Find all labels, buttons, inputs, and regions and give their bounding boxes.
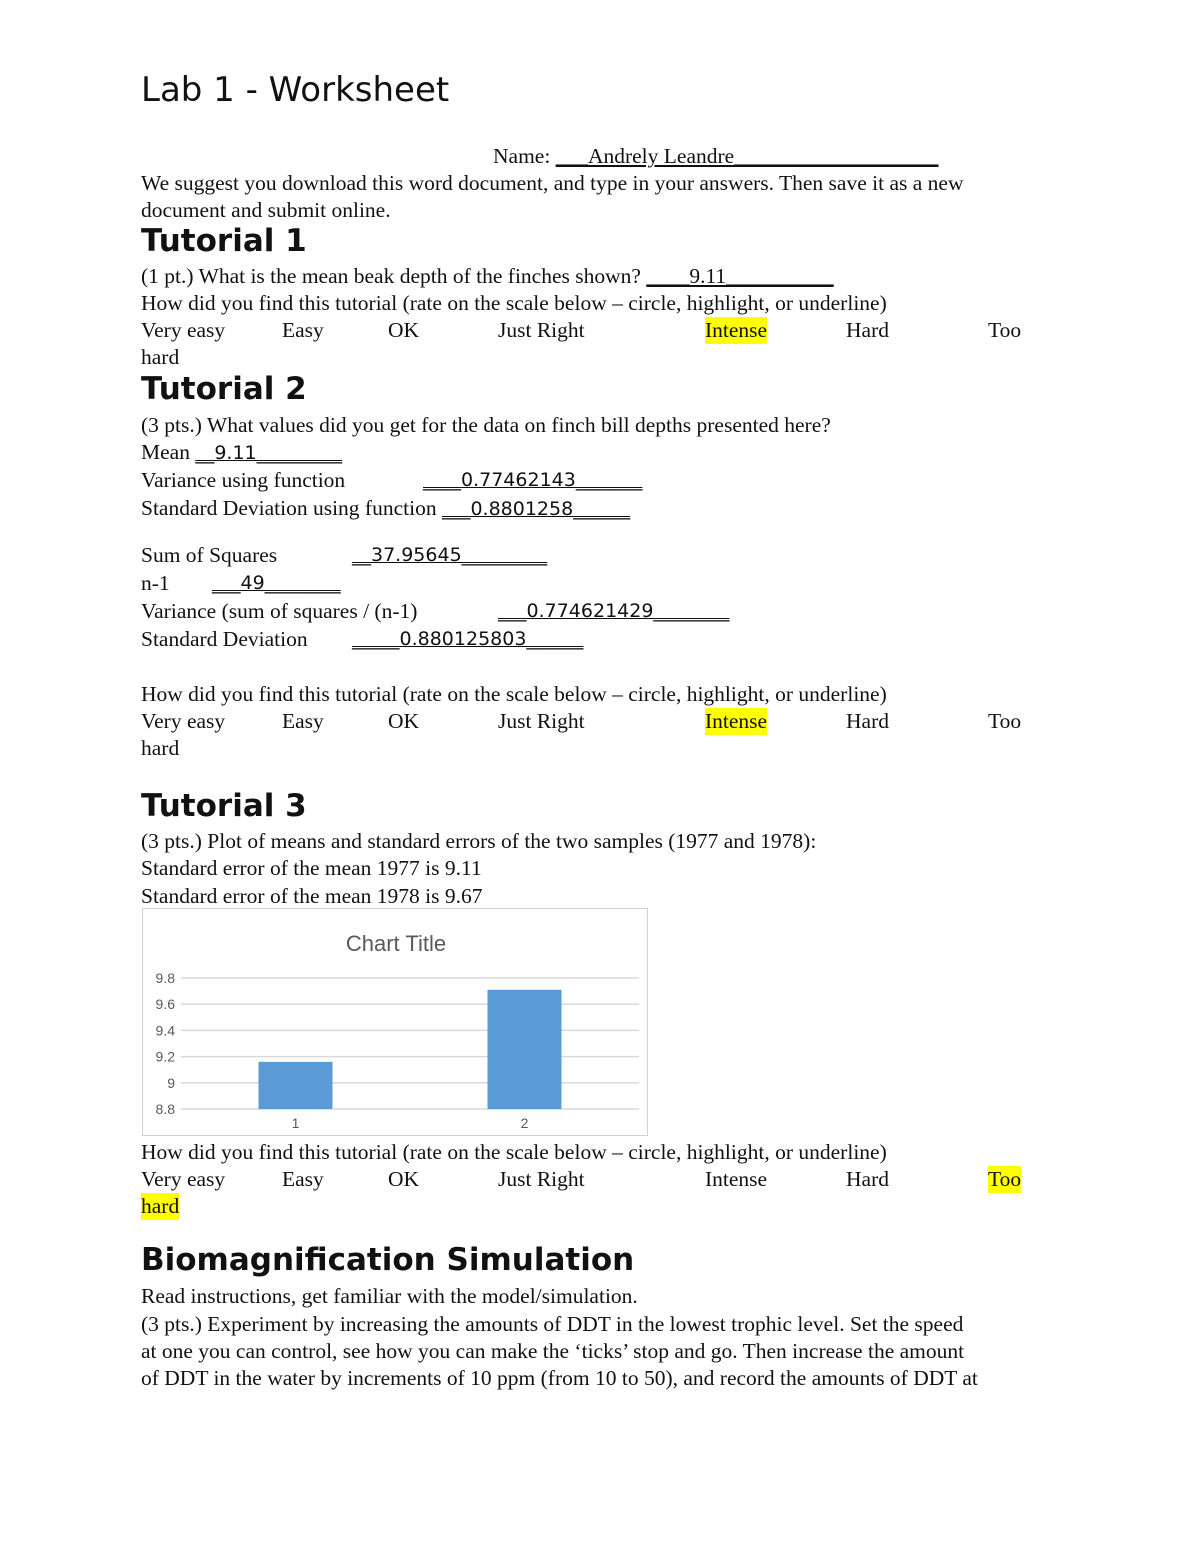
biomag-line-1: Read instructions, get familiar with the model/simulation. — [141, 1284, 638, 1308]
tutorial2-question: (3 pts.) What values did you get for the data on finch bill depths presented here? — [141, 413, 831, 437]
rating-hard: Hard — [846, 1167, 889, 1191]
rating-hard: Hard — [846, 318, 889, 342]
page-title: Lab 1 - Worksheet — [141, 70, 450, 110]
rating-just-right: Just Right — [498, 318, 585, 342]
tutorial2-rating-prompt: How did you find this tutorial (rate on the scale below – circle, highlight, or underline) — [141, 682, 887, 706]
stdev-manual-label: Standard Deviation — [141, 627, 308, 651]
tutorial1-question-text: (1 pt.) What is the mean beak depth of the finches shown? — [141, 264, 647, 288]
tutorial1-answer: ____9.11__________ — [646, 264, 834, 288]
variance-function-value: ____0.77462143_______ — [423, 469, 643, 491]
rating-too-hard-wrap: hard — [141, 736, 180, 760]
rating-easy: Easy — [282, 1167, 324, 1191]
rating-just-right: Just Right — [498, 709, 585, 733]
biomag-line-2: (3 pts.) Experiment by increasing the amounts of DDT in the lowest trophic level. Set the speed — [141, 1312, 964, 1336]
y-tick-label: 9.8 — [155, 970, 175, 986]
rating-very-easy: Very easy — [141, 318, 226, 342]
variance-manual-label: Variance (sum of squares / (n-1) — [141, 599, 418, 623]
rating-ok: OK — [388, 1167, 420, 1191]
intro-line-1: We suggest you download this word document, and type in your answers. Then save it as a new — [141, 171, 964, 195]
x-tick-label: 2 — [520, 1115, 529, 1131]
bar — [259, 1062, 333, 1109]
bar-chart — [142, 908, 648, 1136]
x-tick-label: 1 — [291, 1115, 300, 1131]
variance-function-label: Variance using function — [141, 468, 346, 492]
rating-ok: OK — [388, 318, 420, 342]
n-minus-1-value: ___49________ — [212, 572, 341, 594]
variance-manual-value: ___0.774621429________ — [498, 600, 730, 622]
rating-just-right: Just Right — [498, 1167, 585, 1191]
chart-title: Chart Title — [345, 931, 447, 956]
rating-very-easy: Very easy — [141, 1167, 226, 1191]
tutorial1-heading: Tutorial 1 — [141, 223, 307, 259]
tutorial3-heading: Tutorial 3 — [141, 788, 307, 824]
tutorial1-question — [141, 263, 834, 290]
se-1978: Standard error of the mean 1978 is 9.67 — [141, 884, 483, 908]
n-minus-1-label: n-1 — [141, 571, 170, 595]
tutorial2-heading: Tutorial 2 — [141, 371, 307, 407]
rating-easy: Easy — [282, 709, 324, 733]
name-value: ___Andrely Leandre___________________ — [555, 144, 939, 168]
y-tick-label: 9 — [167, 1074, 175, 1091]
rating-intense-selected: Intense — [705, 318, 768, 342]
stdev-function-value: ___0.8801258______ — [441, 498, 631, 520]
rating-too: Too — [988, 318, 1022, 342]
biomag-line-4: of DDT in the water by increments of 10 ppm (from 10 to 50), and record the amounts of DDT at — [141, 1366, 978, 1390]
biomag-line-3: at one you can control, see how you can make the ‘ticks’ stop and go. Then increase the amount — [141, 1339, 965, 1363]
rating-too-hard-wrap: hard — [141, 345, 180, 369]
y-tick-label: 9.2 — [155, 1048, 175, 1065]
rating-too: Too — [988, 709, 1022, 733]
bar — [488, 990, 562, 1109]
rating-intense: Intense — [705, 1167, 768, 1191]
tutorial3-rating-prompt: How did you find this tutorial (rate on the scale below – circle, highlight, or underline) — [141, 1140, 887, 1164]
stdev-function-label: Standard Deviation using function — [141, 496, 442, 520]
y-tick-label: 9.6 — [155, 996, 175, 1013]
rating-hard: Hard — [846, 709, 889, 733]
rating-ok: OK — [388, 709, 420, 733]
stdev-function-row — [141, 495, 630, 523]
mean-label: Mean — [141, 440, 196, 464]
sum-of-squares-label: Sum of Squares — [141, 543, 278, 567]
intro-line-2: document and submit online. — [141, 198, 391, 222]
biomag-heading: Biomagnification Simulation — [141, 1242, 635, 1278]
se-1977: Standard error of the mean 1977 is 9.11 — [141, 856, 482, 880]
rating-too-selected: Too — [988, 1167, 1022, 1191]
rating-intense-selected: Intense — [705, 709, 768, 733]
stdev-manual-value: _____0.880125803______ — [352, 628, 584, 650]
chart-canvas — [143, 909, 649, 1137]
tutorial1-rating-prompt: How did you find this tutorial (rate on the scale below – circle, highlight, or underline) — [141, 291, 887, 315]
sum-of-squares-value: __37.95645_________ — [352, 544, 548, 566]
name-line — [493, 143, 938, 170]
rating-too-hard-selected: hard — [141, 1194, 180, 1218]
rating-easy: Easy — [282, 318, 324, 342]
mean-row — [141, 439, 342, 467]
rating-very-easy: Very easy — [141, 709, 226, 733]
y-tick-label: 9.4 — [155, 1022, 175, 1039]
tutorial3-question: (3 pts.) Plot of means and standard errors of the two samples (1977 and 1978): — [141, 829, 817, 853]
name-label: Name: — [493, 144, 556, 168]
y-tick-label: 8.8 — [155, 1101, 175, 1117]
mean-value: __9.11_________ — [195, 442, 343, 464]
